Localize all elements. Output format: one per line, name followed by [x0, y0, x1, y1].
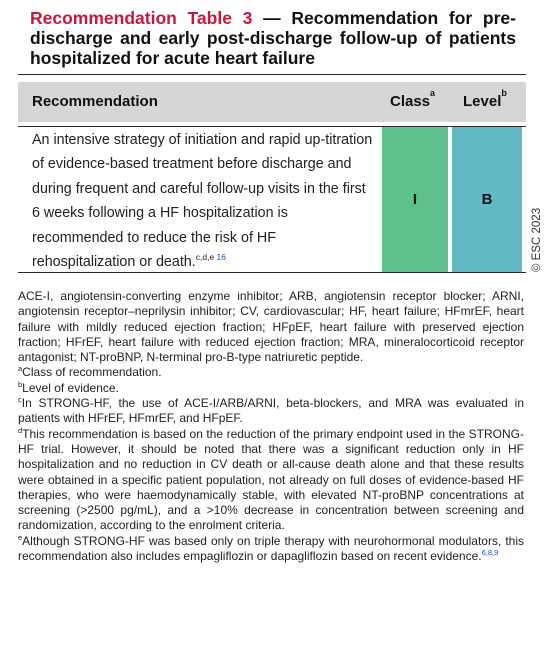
header-level — [463, 82, 507, 122]
header-class — [390, 82, 435, 122]
footnote-d-text: This recommendation is based on the reduction of the primary endpoint used in the STRONG-HF trial. However, it should be noted that there was a significant reduction only in HF hospitalization and no reduction in CV death or all-cause death alone and that these results were obtained in a specific patient population, not already on full doses of evidence-based HF therapies, who were haemodynamically stable, with elevated NT-proBNP concentrations at screening (>2500 pg/mL), and a >10% decrease in concentration between screening and randomization, according to the enrolment criteria. — [18, 426, 524, 533]
footnote-e — [18, 534, 524, 565]
header-recommendation: Recommendation — [32, 93, 158, 110]
table-title — [30, 8, 516, 68]
footnote-a-mark: a — [18, 364, 23, 374]
recommendation-citation: 16 — [216, 252, 227, 263]
recommendation-footnote-refs: c,d,e — [195, 252, 215, 263]
footnote-c-text: In STRONG-HF, the use of ACE-I/ARB/ARNI, beta-blockers, and MRA was evaluated in patients with HFrEF, HFmrEF, and HFpEF. — [18, 396, 524, 426]
footnote-e-citations: 6,8,9 — [481, 548, 499, 558]
copyright-label: © ESC 2023 — [531, 207, 543, 272]
level-value: B — [481, 190, 493, 208]
footnote-d-mark: d — [18, 425, 23, 435]
abbreviations-note: ACE-I, angiotensin-converting enzyme inhibitor; ARB, angiotensin receptor blocker; ARNI, angiotensin receptor–neprilysin inhibitor; CV, cardiovascular; HF, heart failure; HFmrEF, heart failure with mildly reduced ejection fraction; HFpEF, heart failure with preserved ejection fraction; HFrEF, heart failure with reduced ejection fraction; MRA, mineralocorticoid receptor antagonist; NT-proBNP, N-terminal pro-B-type natriuretic peptide. — [18, 289, 524, 365]
footnote-a — [18, 365, 524, 380]
header-class-label: Class — [390, 93, 431, 110]
table-header — [18, 82, 526, 122]
level-cell — [452, 126, 522, 272]
footnote-e-text: Although STRONG-HF was based only on triple therapy with neurohormonal modulators, this recommendation also includes empagliflozin or dapagliflozin based on recent evidence. — [18, 533, 524, 564]
footnote-c — [18, 396, 524, 427]
footnote-b — [18, 381, 524, 396]
header-level-label: Level — [463, 93, 502, 110]
footnote-d — [18, 427, 524, 534]
title-dash: — — [252, 8, 292, 28]
recommendation-body: An intensive strategy of initiation and rapid up-titration of evidence-based treatment before discharge and during frequent and careful follow-up visits in the first 6 weeks following a HF hospitalization is recommended to reduce the risk of HF rehospitalization or death. — [32, 132, 373, 271]
footnote-a-text: Class of recommendation. — [22, 365, 162, 380]
class-value: I — [412, 190, 418, 208]
header-bottom-rule — [18, 126, 526, 127]
header-level-sup: b — [501, 88, 507, 98]
footnote-b-mark: b — [18, 379, 23, 389]
footnote-c-mark: c — [18, 395, 22, 405]
footnote-e-mark: e — [18, 532, 23, 542]
table-caption: Recommendation for pre-discharge and early post-discharge follow-up of patients hospitalized for acute heart failure — [30, 8, 516, 68]
footnote-b-text: Level of evidence. — [22, 380, 119, 395]
title-rule — [18, 74, 526, 75]
class-cell — [382, 126, 448, 272]
header-class-sup: a — [430, 88, 436, 98]
recommendation-text — [32, 128, 374, 274]
table-label: Recommendation Table 3 — [30, 8, 253, 28]
table-notes — [18, 289, 524, 564]
table-bottom-rule — [18, 272, 526, 273]
